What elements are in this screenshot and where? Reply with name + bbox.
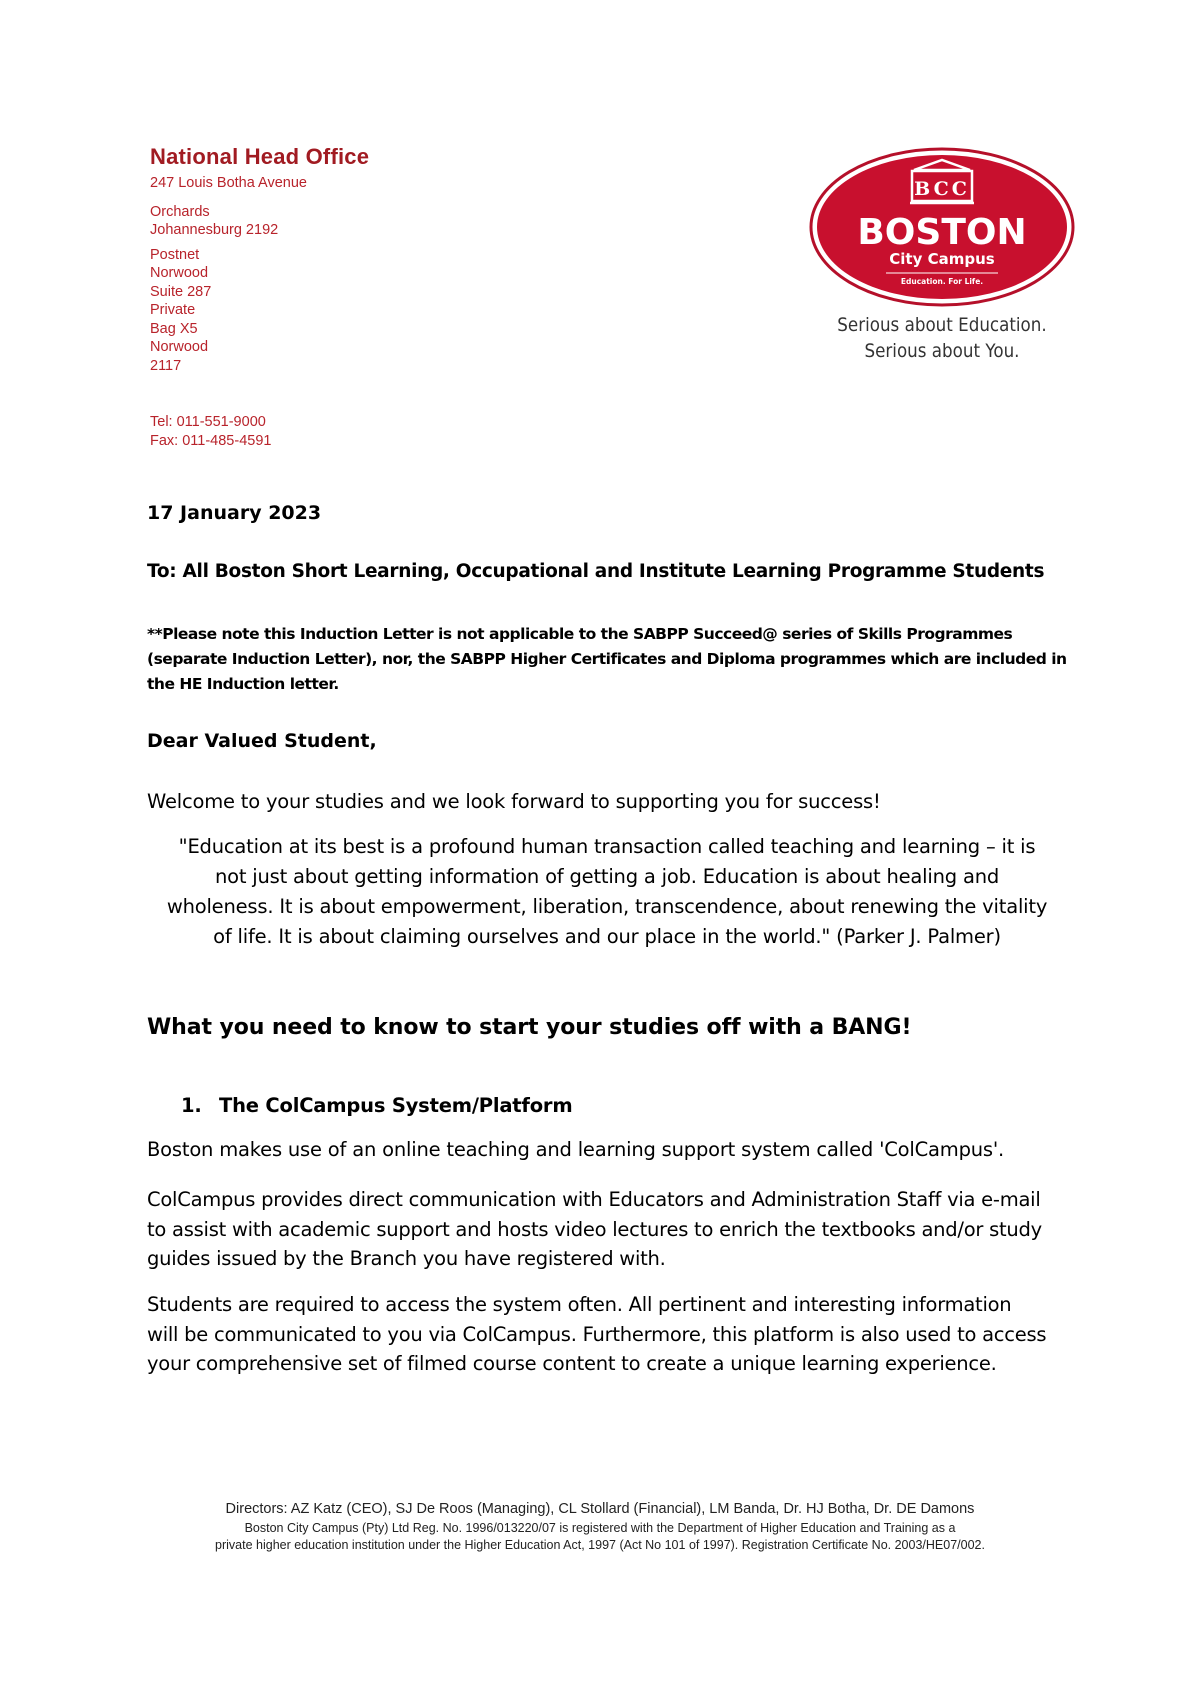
fax: Fax: 011-485-4591	[150, 432, 272, 449]
paragraph-line: will be communicated to you via ColCampus. Furthermore, this platform is also used to access	[147, 1322, 1047, 1346]
paragraph-line: guides issued by the Branch you have registered with.	[147, 1247, 666, 1270]
logo-subname: City Campus	[889, 250, 995, 268]
address-line: Johannesburg 2192	[150, 222, 279, 238]
address-line: Orchards	[150, 203, 210, 220]
note-line: **Please note this Induction Letter is not applicable to the SABPP Succeed@ series of Skills Programmes	[147, 625, 1013, 643]
address-line: 247 Louis Botha Avenue	[150, 175, 307, 191]
footer-registration: Boston City Campus (Pty) Ltd Reg. No. 1996/013220/07 is registered with the Department of Higher Education and Training as a	[244, 1521, 956, 1535]
footer-directors: Directors: AZ Katz (CEO), SJ De Roos (Managing), CL Stollard (Financial), LM Banda, Dr. HJ Botha, Dr. DE Damons	[225, 1501, 975, 1517]
section-number: 1.	[181, 1094, 202, 1117]
letter-recipient: To: All Boston Short Learning, Occupational and Institute Learning Programme Students	[147, 561, 1045, 582]
logo-name: BOSTON	[857, 212, 1027, 253]
quote-line: of life. It is about claiming ourselves and our place in the world." (Parker J. Palmer)	[213, 925, 1001, 948]
paragraph-colcampus-communication	[147, 1185, 1067, 1274]
office-name: National Head Office	[150, 144, 370, 169]
welcome-line: Welcome to your studies and we look forward to supporting you for success!	[147, 790, 881, 813]
address-line: Postnet	[150, 246, 200, 263]
head-office-address	[150, 144, 369, 450]
logo-motto: Education. For Life.	[900, 277, 984, 286]
tagline-line: Serious about You.	[864, 340, 1020, 362]
quote-line: wholeness. It is about empowerment, liberation, transcendence, about renewing the vitality	[166, 895, 1048, 918]
applicability-note	[147, 622, 1067, 697]
note-line: the HE Induction letter.	[147, 675, 339, 693]
paragraph-line: your comprehensive set of filmed course content to create a unique learning experience.	[147, 1352, 997, 1375]
address-line: Bag X5	[150, 320, 198, 337]
paragraph-line: ColCampus provides direct communication with Educators and Administration Staff via e-mail	[147, 1188, 1041, 1211]
address-line: Norwood	[150, 265, 209, 281]
footer-registration-cont: private higher education institution under the Higher Education Act, 1997 (Act No 101 of 1997). Registration Certificate No. 2003/HE07/002.	[215, 1538, 985, 1552]
greeting: Dear Valued Student,	[147, 730, 377, 752]
section-1-title	[181, 1094, 1101, 1117]
note-line: (separate Induction Letter), nor, the SABPP Higher Certificates and Diploma programmes which are included in	[147, 650, 1067, 668]
paragraph-line: Students are required to access the system often. All pertinent and interesting information	[147, 1293, 1012, 1316]
logo-monogram: BCC	[914, 178, 970, 200]
tagline-line: Serious about Education.	[837, 314, 1047, 336]
letter-date: 17 January 2023	[147, 502, 322, 524]
section-title-text: The ColCampus System/Platform	[219, 1094, 573, 1117]
quote-line: "Education at its best is a profound human transaction called teaching and learning – it is	[178, 835, 1036, 858]
quote-line: not just about getting information of getting a job. Education is about healing and	[214, 865, 1000, 888]
paragraph-line: to assist with academic support and hosts video lectures to enrich the textbooks and/or study	[147, 1217, 1042, 1241]
paragraph-colcampus-intro: Boston makes use of an online teaching and learning support system called 'ColCampus'.	[147, 1138, 1005, 1161]
address-line: Norwood	[150, 339, 209, 355]
section-heading: What you need to know to start your studies off with a BANG!	[147, 1015, 912, 1040]
logo-tagline	[824, 312, 1060, 364]
address-line: Private	[150, 302, 196, 318]
address-line: 2117	[150, 357, 182, 374]
paragraph-system-access	[147, 1290, 1067, 1379]
palmer-quote	[145, 832, 1069, 952]
boston-city-campus-logo	[808, 146, 1076, 308]
address-line: Suite 287	[150, 283, 212, 300]
telephone: Tel: 011-551-9000	[150, 414, 266, 430]
